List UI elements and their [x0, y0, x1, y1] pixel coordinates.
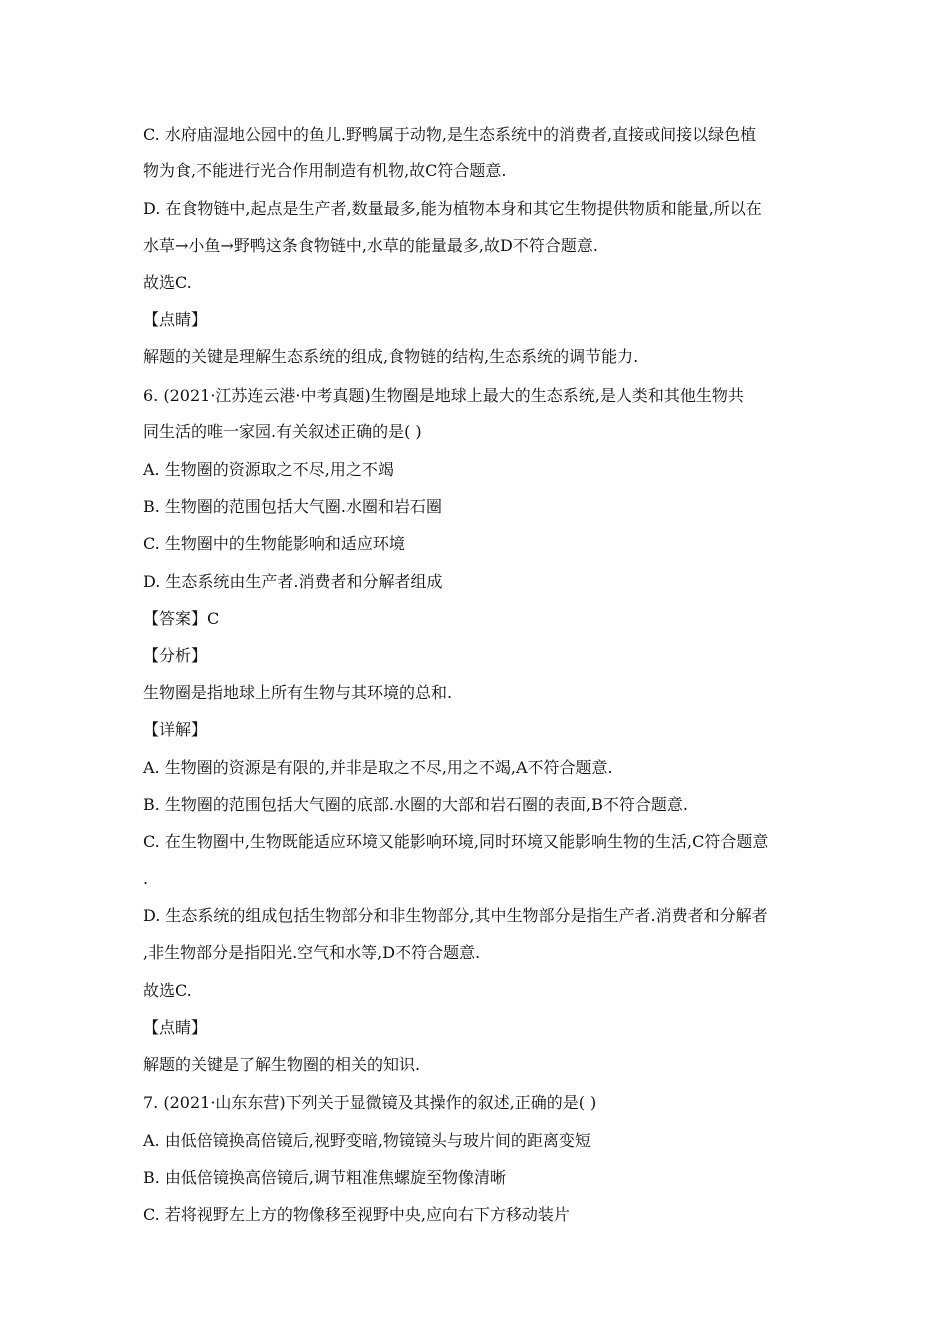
section-heading: 【点睛】 [143, 310, 208, 329]
text-line: C. 在生物圈中,生物既能适应环境又能影响环境,同时环境又能影响生物的生活,C符合题意 [143, 832, 769, 851]
text-line: C. 水府庙湿地公园中的鱼儿.野鸭属于动物,是生态系统中的消费者,直接或间接以绿色植 [143, 125, 757, 144]
text-line: ,非生物部分是指阳光.空气和水等,D不符合题意. [143, 943, 481, 962]
section-heading: 【详解】 [143, 720, 208, 739]
option-c: C. 生物圈中的生物能影响和适应环境 [143, 534, 405, 553]
text-line: 物为食,不能进行光合作用制造有机物,故C符合题意. [143, 161, 507, 180]
text-line: 故选C. [143, 273, 192, 292]
option-b: B. 由低倍镜换高倍镜后,调节粗准焦螺旋至物像清晰 [143, 1168, 507, 1187]
text-line: 解题的关键是了解生物圈的相关的知识. [143, 1055, 421, 1074]
answer-line: 【答案】C [143, 609, 220, 628]
section-heading: 【点睛】 [143, 1018, 208, 1037]
text-line: D. 在食物链中,起点是生产者,数量最多,能为植物本身和其它生物提供物质和能量,所以在 [143, 199, 762, 218]
option-d: D. 生态系统由生产者.消费者和分解者组成 [143, 572, 443, 591]
text-line: 水草→小鱼→野鸭这条食物链中,水草的能量最多,故D不符合题意. [143, 236, 598, 255]
option-c: C. 若将视野左上方的物像移至视野中央,应向右下方移动装片 [143, 1205, 570, 1224]
text-line: A. 生物圈的资源是有限的,并非是取之不尽,用之不竭,A不符合题意. [143, 758, 613, 777]
text-line: 故选C. [143, 981, 192, 1000]
text-line: . [143, 869, 149, 888]
text-line: B. 生物圈的范围包括大气圈的底部.水圈的大部和岩石圈的表面,B不符合题意. [143, 795, 688, 814]
option-b: B. 生物圈的范围包括大气圈.水圈和岩石圈 [143, 497, 443, 516]
question-7-stem: 7. (2021·山东东营)下列关于显微镜及其操作的叙述,正确的是( ) [143, 1093, 597, 1112]
section-heading: 【分析】 [143, 646, 208, 665]
question-6-stem: 6. (2021·江苏连云港·中考真题)生物圈是地球上最大的生态系统,是人类和其他生物共 [143, 386, 744, 405]
text-line: 解题的关键是理解生态系统的组成,食物链的结构,生态系统的调节能力. [143, 347, 639, 366]
question-6-stem-cont: 同生活的唯一家园.有关叙述正确的是( ) [143, 422, 422, 441]
text-line: 生物圈是指地球上所有生物与其环境的总和. [143, 683, 453, 702]
option-a: A. 生物圈的资源取之不尽,用之不竭 [143, 460, 394, 479]
option-a: A. 由低倍镜换高倍镜后,视野变暗,物镜镜头与玻片间的距离变短 [143, 1131, 591, 1150]
text-line: D. 生态系统的组成包括生物部分和非生物部分,其中生物部分是指生产者.消费者和分解者 [143, 906, 768, 925]
